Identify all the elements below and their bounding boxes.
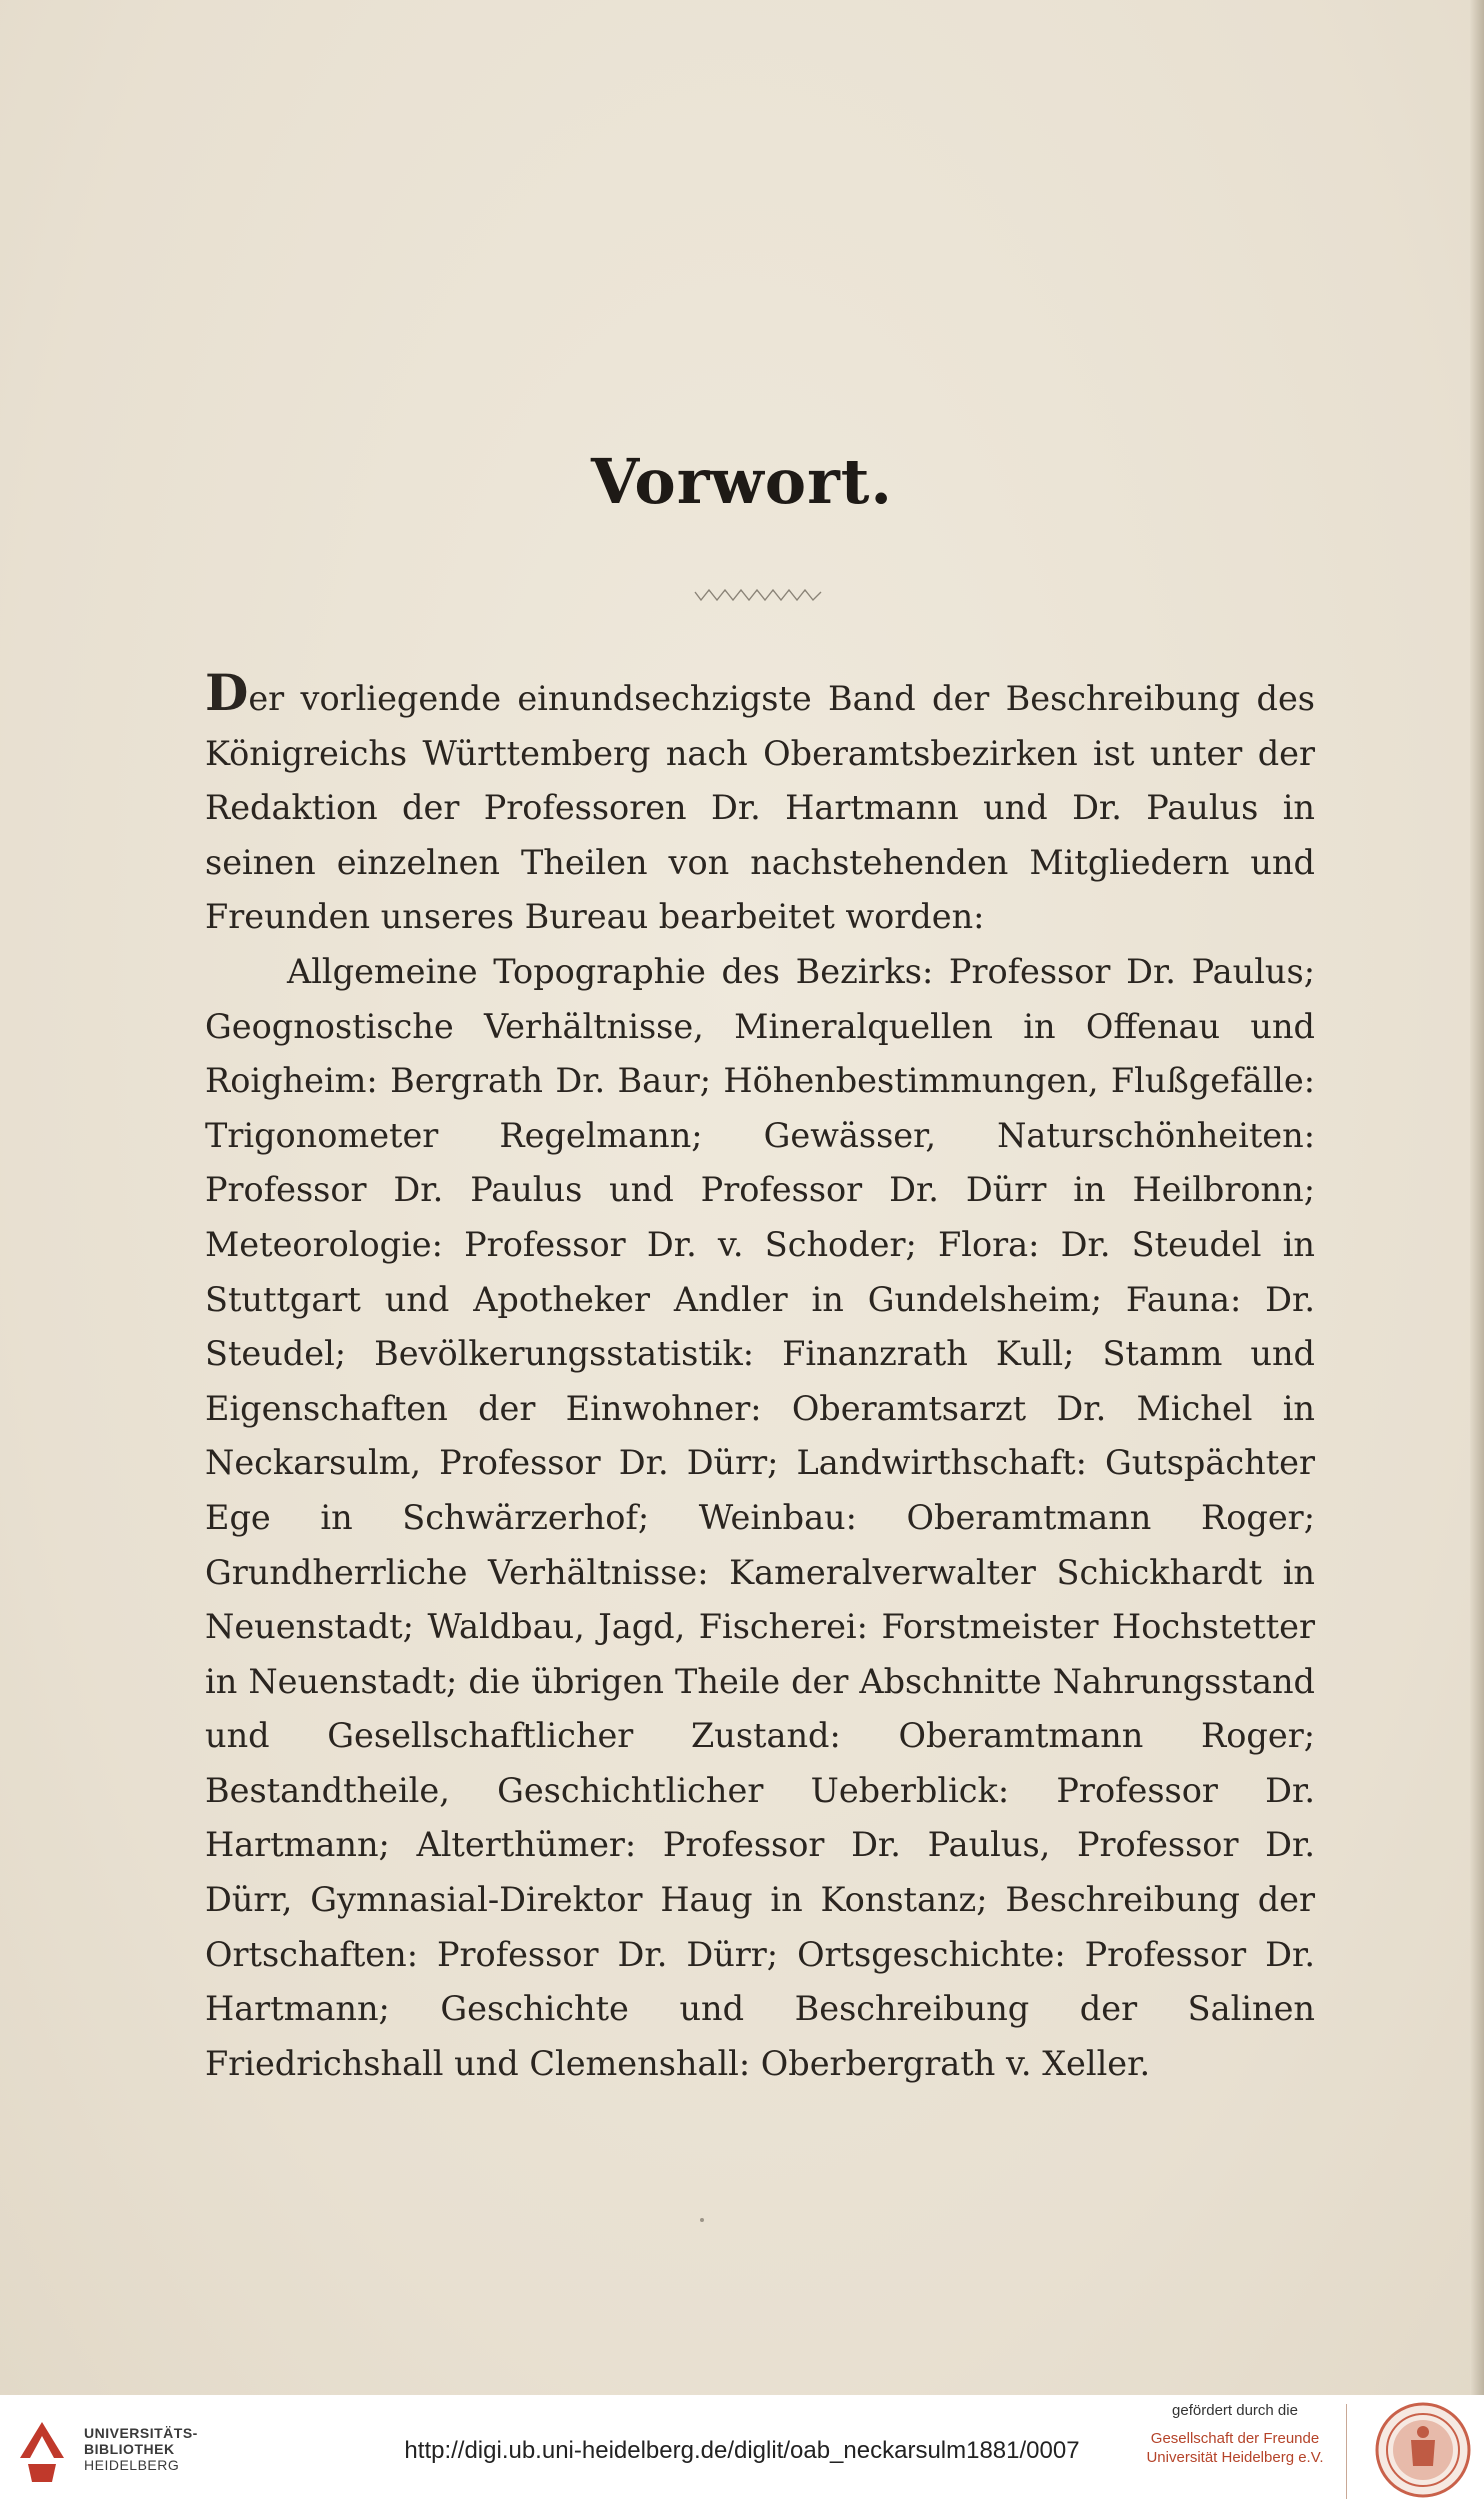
ornament-divider xyxy=(693,584,823,606)
library-name-line3: HEIDELBERG xyxy=(84,2457,180,2473)
print-speck xyxy=(700,2218,704,2222)
body-text xyxy=(205,663,1315,2091)
page-title: Vorwort. xyxy=(590,445,894,518)
sponsor-label: gefördert durch die xyxy=(1172,2402,1298,2419)
paragraph-1-text: er vorliegende einundsechzigste Band der Beschreibung des Königreichs Württemberg nach Oberamtsbezirken ist unter der Redaktion der Professoren Dr. Hartmann und Dr. Paulus in seinen einzelnen Theilen von nachstehenden Mitgliedern und Freunden unseres Bureau bearbeitet worden: xyxy=(205,679,1315,937)
sponsor-name-line1: Gesellschaft der Freunde xyxy=(1150,2430,1320,2447)
sponsor-block xyxy=(1135,2402,1335,2467)
library-name-line1: UNIVERSITÄTS- xyxy=(84,2425,198,2441)
paragraph-contributors: Allgemeine Topographie des Bezirks: Professor Dr. Paulus; Geognostische Verhältnisse, Mineralquellen in Offenau und Roigheim: Bergrath Dr. Baur; Höhenbestimmungen, Flußgefälle: Trigonometer Regelmann; Gewässer, Naturschönheiten: Professor Dr. Paulus und Professor Dr. Dürr in Heilbronn; Meteorologie: Professor Dr. v. Schoder; Flora: Dr. Steudel in Stuttgart und Apotheker Andler in Gundelsheim; Fauna: Dr. Steudel; Bevölkerungsstatistik: Finanzrath Kull; Stamm und Eigenschaften der Einwohner: Oberamtsarzt Dr. Michel in Neckarsulm, Professor Dr. Dürr; Landwirthschaft: Gutspächter Ege in Schwärzerhof; Weinbau: Oberamtmann Roger; Grundherrliche Verhältnisse: Kameralverwalter Schickhardt in Neuenstadt; Waldbau, Jagd, Fischerei: Forstmeister Hochstetter in Neuenstadt; die übrigen Theile der Abschnitte Nahrungsstand und Gesellschaftlicher Zustand: Oberamtmann Roger; Bestandtheile, Geschichtlicher Ueberblick: Professor Dr. Hartmann; Alterthümer: Professor Dr. Paulus, Professor Dr. Dürr, Gymnasial-Direktor Haug in Konstanz; Beschreibung der Ortschaften: Professor Dr. Dürr; Ortsgeschichte: Professor Dr. Hartmann; Geschichte und Beschreibung der Salinen Friedrichshall und Clemenshall: Oberbergrath v. Xeller. xyxy=(205,951,1315,2083)
footer-divider xyxy=(1346,2404,1347,2499)
dropcap: D xyxy=(205,663,249,722)
page-edge-shadow xyxy=(1470,0,1484,2395)
university-seal-icon xyxy=(1374,2400,1472,2500)
paragraph-intro xyxy=(205,663,1315,945)
library-name-line2: BIBLIOTHEK xyxy=(84,2441,175,2457)
sponsor-name-line2: Universität Heidelberg e.V. xyxy=(1146,2449,1324,2466)
source-url-link[interactable]: http://digi.ub.uni-heidelberg.de/diglit/oab_neckarsulm1881/0007 xyxy=(404,2437,1080,2464)
